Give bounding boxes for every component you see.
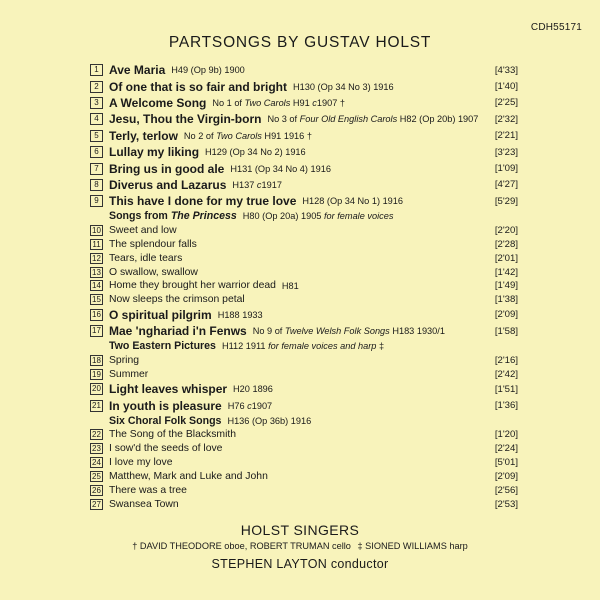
track-number: 3 (90, 97, 103, 109)
track-row (90, 111, 518, 127)
track-row (90, 470, 518, 484)
track-title: Tears, idle tears (109, 252, 183, 264)
track-number: 12 (90, 253, 103, 264)
track-duration: [2'01] (494, 252, 518, 264)
players-credit-2: ‡ SIONED WILLIAMS harp (357, 541, 468, 551)
track-number: 17 (90, 325, 103, 337)
track-duration: [1'51] (494, 383, 518, 395)
track-title: Mae 'nghariad i'n Fenws (109, 324, 247, 339)
track-duration: [2'09] (494, 470, 518, 482)
track-number: 8 (90, 179, 103, 191)
track-number: 5 (90, 130, 103, 142)
track-list (90, 62, 518, 511)
track-title: Diverus and Lazarus (109, 177, 227, 192)
track-title: Spring (109, 354, 140, 366)
track-row (90, 128, 518, 144)
track-duration: [3'23] (494, 146, 518, 158)
track-number: 6 (90, 146, 103, 158)
track-info: H76 c1907 (227, 400, 273, 411)
track-number: 16 (90, 309, 103, 321)
track-duration: [1'38] (494, 294, 518, 306)
track-duration: [5'01] (494, 457, 518, 469)
track-row (90, 307, 518, 323)
track-duration: [5'29] (494, 195, 518, 207)
title-italic: The Princess (170, 210, 237, 223)
track-info: H188 1933 (217, 309, 263, 320)
info-italic: c (256, 179, 262, 190)
track-number: 27 (90, 499, 103, 510)
track-duration: [1'49] (494, 280, 518, 292)
players-credit-1: † DAVID THEODORE oboe, ROBERT TRUMAN cello (132, 541, 351, 551)
track-duration: [2'20] (494, 224, 518, 236)
track-row (90, 251, 518, 265)
track-number: 7 (90, 163, 103, 175)
track-row (90, 353, 518, 367)
track-info: No 3 of Four Old English Carols H82 (Op 20b) 1907 (267, 114, 479, 125)
track-row (90, 62, 518, 78)
players-credit (0, 541, 600, 551)
track-number: 10 (90, 225, 103, 236)
track-title: Summer (109, 368, 149, 380)
track-duration: [1'20] (494, 429, 518, 441)
track-title: Of one that is so fair and bright (109, 79, 288, 94)
info-italic: c (312, 97, 317, 108)
track-title: The Song of the Blacksmith (109, 429, 237, 441)
track-duration: [2'28] (494, 238, 518, 250)
track-info: H129 (Op 34 No 2) 1916 (205, 147, 306, 158)
track-row (90, 381, 518, 397)
track-title: Matthew, Mark and Luke and John (109, 470, 268, 482)
track-duration: [2'16] (494, 354, 518, 366)
track-number: 11 (90, 239, 103, 250)
section-heading (90, 414, 518, 428)
track-number: 14 (90, 280, 103, 291)
info-italic: Twelve Welsh Folk Songs (284, 326, 390, 337)
track-number: 2 (90, 81, 103, 93)
section-heading (90, 210, 518, 224)
track-row (90, 497, 518, 511)
track-title: There was a tree (109, 484, 187, 496)
track-duration: [4'33] (494, 64, 518, 76)
section-heading (90, 340, 518, 354)
track-title: Ave Maria (109, 63, 166, 78)
track-row (90, 237, 518, 251)
track-info: No 9 of Twelve Welsh Folk Songs H183 1930/1 (252, 326, 445, 337)
track-row (90, 456, 518, 470)
track-title: Light leaves whisper (109, 382, 228, 397)
section-title: Two Eastern Pictures (109, 340, 216, 353)
track-row (90, 367, 518, 381)
track-number: 1 (90, 64, 103, 76)
info-italic: for female voices and harp (268, 341, 377, 352)
choir-name: HOLST SINGERS (240, 522, 360, 538)
track-row (90, 144, 518, 160)
track-info: No 2 of Two Carols H91 1916 † (183, 130, 312, 141)
track-info: H131 (Op 34 No 4) 1916 (230, 163, 331, 174)
track-row (90, 177, 518, 193)
track-title: Lullay my liking (109, 145, 200, 160)
track-number: 13 (90, 267, 103, 278)
track-number: 15 (90, 294, 103, 305)
track-duration: [2'24] (494, 443, 518, 455)
track-duration: [2'25] (494, 97, 518, 109)
track-title: O swallow, swallow (109, 266, 198, 278)
track-duration: [2'21] (494, 130, 518, 142)
track-number: 22 (90, 429, 103, 440)
track-number: 19 (90, 369, 103, 380)
track-title: I love my love (109, 457, 173, 469)
track-row (90, 265, 518, 279)
info-italic: Two Carols (216, 130, 262, 141)
track-row (90, 323, 518, 339)
track-info: H112 1911 for female voices and harp ‡ (221, 341, 385, 352)
track-duration: [2'32] (494, 113, 518, 125)
track-info: H137 c1917 (232, 179, 282, 190)
track-number: 25 (90, 471, 103, 482)
section-title: Songs from The Princess (109, 210, 237, 223)
track-row (90, 279, 518, 293)
track-row (90, 398, 518, 414)
track-row (90, 193, 518, 209)
track-title: Terly, terlow (109, 128, 178, 143)
track-duration: [1'09] (494, 163, 518, 175)
track-info: H80 (Op 20a) 1905 for female voices (242, 211, 394, 222)
track-info: H20 1896 (233, 384, 273, 395)
track-info: H128 (Op 34 No 1) 1916 (302, 196, 404, 207)
track-duration: [2'53] (494, 498, 518, 510)
track-number: 4 (90, 113, 103, 125)
info-italic: c (247, 400, 252, 411)
track-row (90, 78, 518, 94)
track-duration: [1'42] (494, 266, 518, 278)
info-italic: for female voices (323, 211, 394, 222)
track-number: 9 (90, 195, 103, 207)
track-info: H49 (Op 9b) 1900 (171, 65, 245, 76)
track-title: I sow'd the seeds of love (109, 443, 223, 455)
track-row (90, 223, 518, 237)
track-row (90, 95, 518, 111)
track-number: 24 (90, 457, 103, 468)
track-title: Bring us in good ale (109, 161, 225, 176)
track-title: This have I done for my true love (109, 194, 297, 209)
track-row (90, 483, 518, 497)
track-row (90, 442, 518, 456)
track-number: 18 (90, 355, 103, 366)
track-title: In youth is pleasure (109, 398, 222, 413)
track-info: H130 (Op 34 No 3) 1916 (293, 81, 394, 92)
track-title: A Welcome Song (109, 95, 207, 110)
info-italic: Two Carols (244, 97, 291, 108)
track-duration: [2'09] (494, 309, 518, 321)
track-title: Now sleeps the crimson petal (109, 294, 245, 306)
section-title: Six Choral Folk Songs (109, 414, 222, 427)
track-duration: [2'42] (494, 368, 518, 380)
track-title: The splendour falls (109, 238, 197, 250)
track-number: 20 (90, 383, 103, 395)
track-duration: [1'40] (494, 81, 518, 93)
track-row (90, 428, 518, 442)
track-row (90, 293, 518, 307)
track-title: O spiritual pilgrim (109, 307, 212, 322)
track-number: 23 (90, 443, 103, 454)
track-title: Jesu, Thou the Virgin-born (109, 112, 262, 127)
track-duration: [2'56] (494, 484, 518, 496)
catalog-number: CDH55171 (530, 22, 582, 33)
track-duration: [1'36] (494, 400, 518, 412)
track-info: H81 (281, 280, 299, 291)
track-number: 26 (90, 485, 103, 496)
track-title: Swansea Town (109, 498, 179, 510)
conductor-credit: STEPHEN LAYTON conductor (211, 557, 389, 571)
track-number: 21 (90, 400, 103, 412)
page-title: PARTSONGS BY GUSTAV HOLST (168, 34, 432, 51)
info-italic: Four Old English Carols (299, 114, 398, 125)
track-info: No 1 of Two Carols H91 c1907 † (212, 97, 345, 108)
track-title: Home they brought her warrior dead (109, 280, 276, 292)
track-duration: [4'27] (494, 179, 518, 191)
track-info: H136 (Op 36b) 1916 (227, 415, 312, 426)
track-duration: [1'58] (494, 325, 518, 337)
track-title: Sweet and low (109, 224, 177, 236)
track-row (90, 160, 518, 176)
